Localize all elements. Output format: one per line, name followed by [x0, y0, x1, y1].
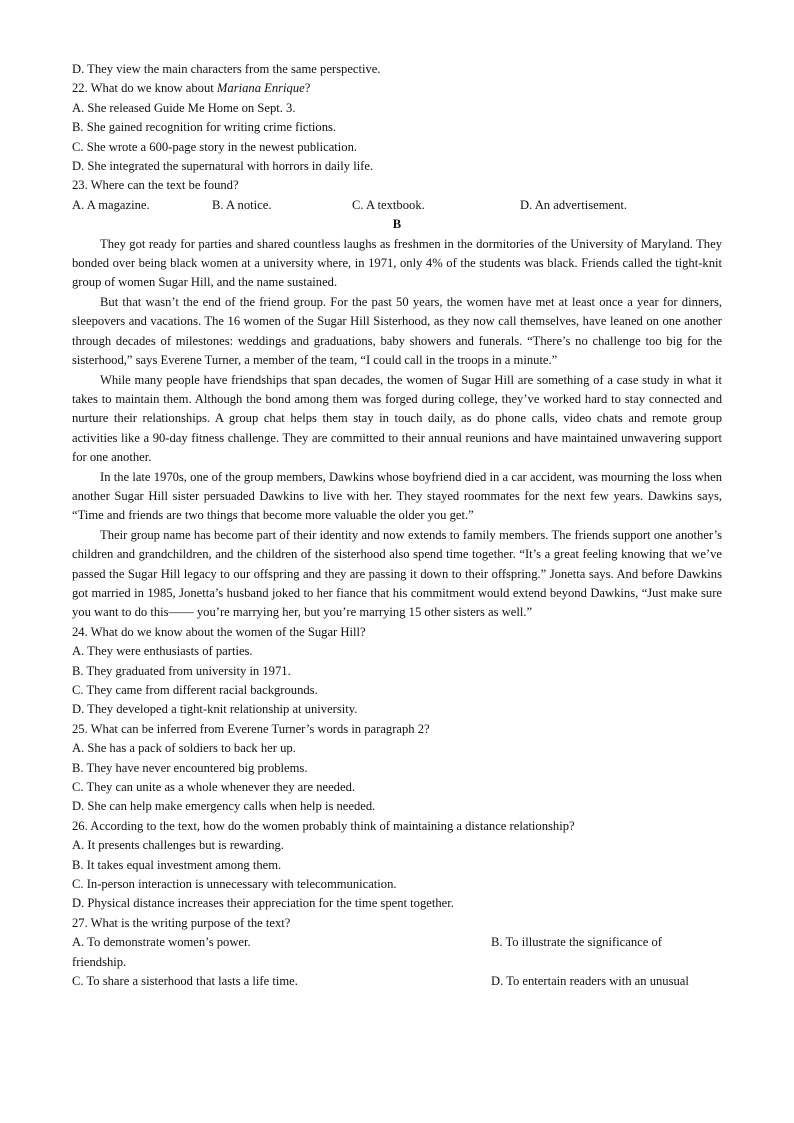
q27-option-a: A. To demonstrate women’s power. [72, 935, 251, 950]
q23-options [72, 196, 722, 215]
q22-stem-title: Mariana Enrique [216, 81, 305, 96]
q26-option-a: A. It presents challenges but is rewarding. [72, 838, 284, 853]
passage-paragraph-1: They got ready for parties and shared countless laughs as freshmen in the dormitories of the University of Maryland. They bonded over being black women at a university where, in 1971, only 4% of the students was black. Friends called the tight-knit group of women Sugar Hill, and the name sustained. [72, 236, 722, 290]
q22-stem [72, 79, 722, 98]
q23-option-b: B. A notice. [212, 197, 272, 212]
q24-option-a: A. They were enthusiasts of parties. [72, 644, 253, 659]
q27-stem: 27. What is the writing purpose of the text? [72, 915, 291, 930]
q23-stem: 23. Where can the text be found? [72, 178, 239, 193]
q22-option-a: A. She released Guide Me Home on Sept. 3. [72, 100, 296, 115]
q22-option-b: B. She gained recognition for writing crime fictions. [72, 120, 337, 135]
q25-option-d: D. She can help make emergency calls when help is needed. [72, 799, 376, 814]
q22-stem-suffix: ? [304, 81, 311, 96]
q27-option-b: B. To illustrate the significance of [491, 935, 662, 950]
q22-stem-prefix: 22. What do we know about [72, 81, 217, 96]
passage-paragraph-4: In the late 1970s, one of the group members, Dawkins whose boyfriend died in a car accident, was mourning the loss when another Sugar Hill sister persuaded Dawkins to live with her. They stayed roommates for the next few years. Dawkins says, “Time and friends are two things that become more valuable the older you get.” [72, 469, 722, 523]
q21-option-d: D. They view the main characters from the same perspective. [72, 62, 381, 76]
q22-option-d: D. She integrated the supernatural with horrors in daily life. [72, 159, 374, 174]
q25-option-a: A. She has a pack of soldiers to back her up. [72, 741, 296, 756]
q23-option-d: D. An advertisement. [520, 197, 628, 212]
passage-paragraph-3: While many people have friendships that span decades, the women of Sugar Hill are something of a case study in what it takes to maintain them. Although the bond among them was forged during college, they’ve worked hard to stay connected and nurture their relationships. A group chat helps them stay in touch daily, as do phone calls, video chats and remote group activities like a 90-day fitness challenge. They are committed to their annual reunions and have maintained unwavering support for one another. [72, 372, 722, 465]
q24-option-b: B. They graduated from university in 1971. [72, 663, 291, 678]
q25-option-b: B. They have never encountered big problems. [72, 760, 308, 775]
q26-stem: 26. According to the text, how do the women probably think of maintaining a distance relationship? [72, 818, 575, 833]
passage-paragraph-5: Their group name has become part of their identity and now extends to family members. The friends support one another’s children and grandchildren, and the children of the sisterhood also spend time together. “It’s a great feeling knowing that we’ve passed the Sugar Hill legacy to our offspring and they are passing it down to their offspring.” Jonetta says. And before Dawkins got married in 1985, Jonetta’s husband joked to her fiance that his commitment would extend beyond Dawkins, “Just make sure you want to do this—— you’re marrying her, but you’re marrying 15 other sisters as well.” [72, 527, 722, 620]
q24-stem: 24. What do we know about the women of the Sugar Hill? [72, 624, 366, 639]
exam-page [72, 60, 722, 992]
q25-stem: 25. What can be inferred from Everene Turner’s words in paragraph 2? [72, 721, 430, 736]
q22-option-c: C. She wrote a 600-page story in the newest publication. [72, 139, 358, 154]
q27-option-d: D. To entertain readers with an unusual [491, 974, 689, 989]
q27-option-c: C. To share a sisterhood that lasts a life time. [72, 974, 298, 989]
q27-option-b-continued: friendship. [72, 954, 127, 969]
q24-option-d: D. They developed a tight-knit relationship at university. [72, 702, 358, 717]
q26-option-b: B. It takes equal investment among them. [72, 857, 282, 872]
q27-options-row-1 [72, 933, 722, 952]
q23-option-a: A. A magazine. [72, 197, 150, 212]
section-b-heading: B [392, 217, 402, 232]
passage-paragraph-2: But that wasn’t the end of the friend group. For the past 50 years, the women have met at least once a year for dinners, sleepovers and vacations. The 16 women of the Sugar Hill Sisterhood, as they now call themselves, have leaned on one another through decades of milestones: weddings and graduations, baby showers and funerals. “There’s no challenge too big for the sisterhood,” says Everene Turner, a member of the team, “I could call in the troops in a minute.” [72, 294, 722, 368]
q26-option-d: D. Physical distance increases their appreciation for the time spent together. [72, 896, 454, 911]
q23-option-c: C. A textbook. [352, 197, 425, 212]
q24-option-c: C. They came from different racial backgrounds. [72, 683, 318, 697]
q27-options-row-2 [72, 972, 722, 991]
q25-option-c: C. They can unite as a whole whenever they are needed. [72, 780, 356, 795]
q26-option-c: C. In-person interaction is unnecessary with telecommunication. [72, 877, 397, 892]
